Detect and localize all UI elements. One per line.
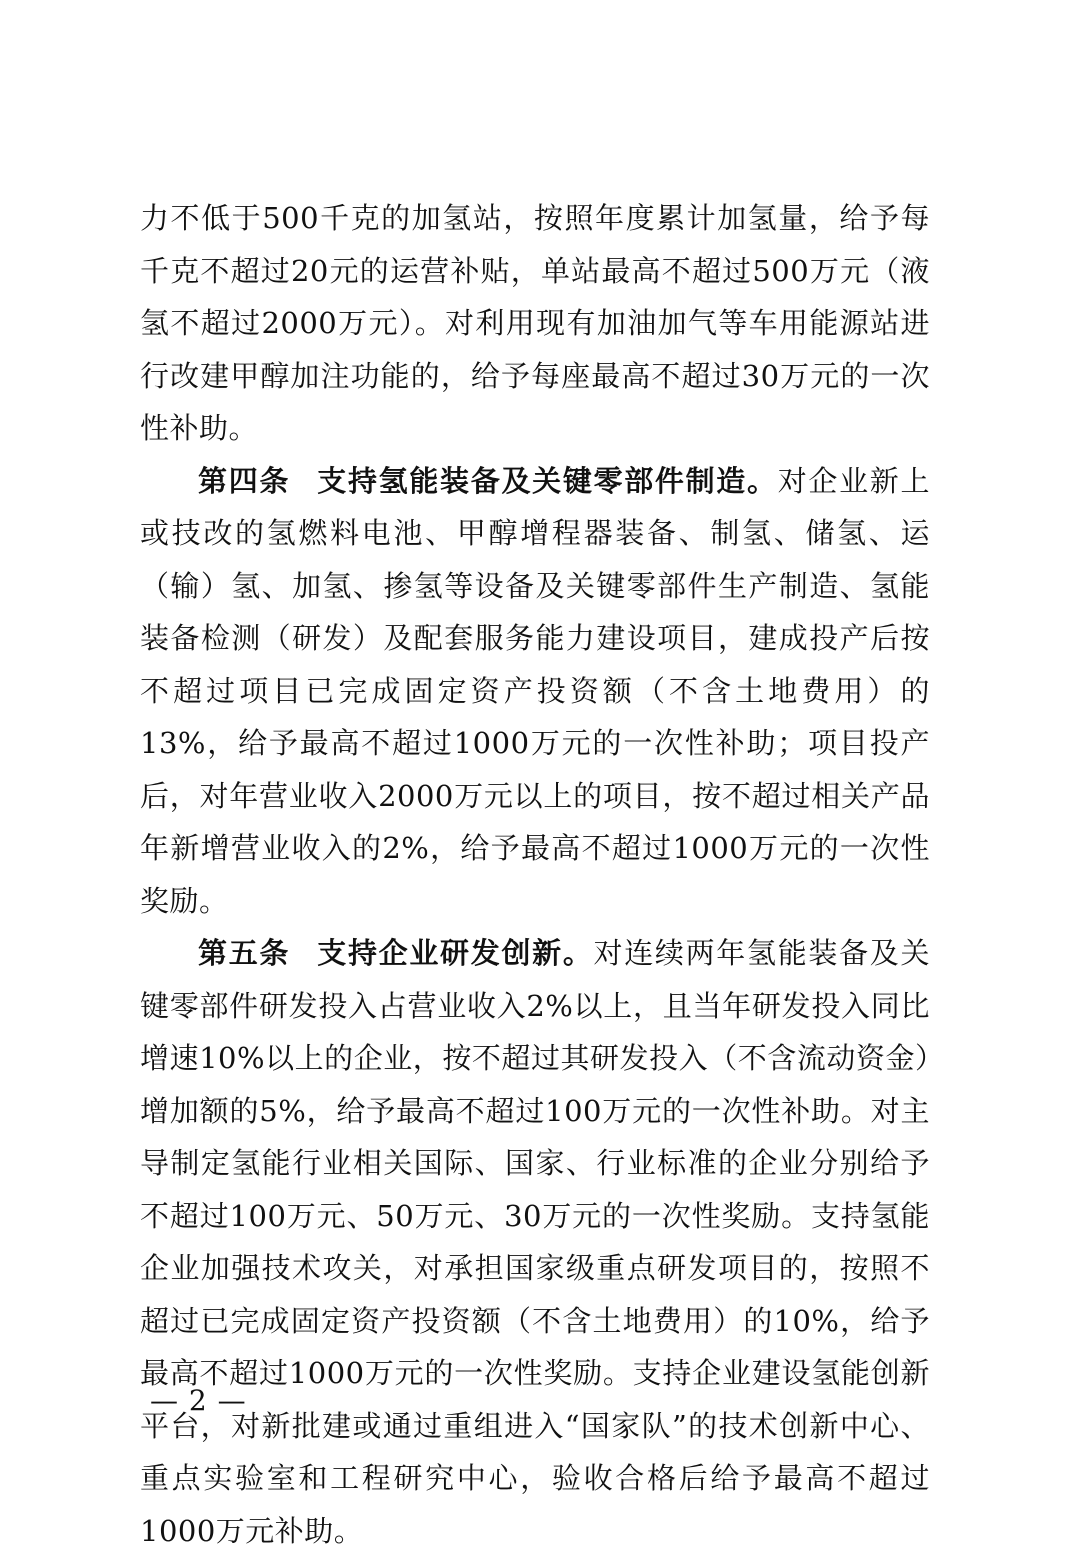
paragraph-article-5 [140, 927, 930, 1557]
paragraph-text: 力不低于500千克的加氢站，按照年度累计加氢量，给予每千克不超过20元的运营补贴，单站最高不超过500万元（液氢不超过2000万元）。对利用现有加油加气等车用能源站进行改建甲醇加注功能的，给予每座最高不超过30万元的一次性补助。 [140, 201, 930, 445]
article-title: 支持氢能装备及关键零部件制造。 [316, 463, 778, 498]
paragraph-text: 对企业新上或技改的氢燃料电池、甲醇增程器装备、制氢、储氢、运（输）氢、加氢、掺氢等设备及关键零部件生产制造、氢能装备检测（研发）及配套服务能力建设项目，建成投产后按不超过项目已完成固定资产投资额（不含土地费用）的13%，给予最高不超过1000万元的一次性补助；项目投产后，对年营业收入2000万元以上的项目，按不超过相关产品年新增营业收入的2%，给予最高不超过1000万元的一次性奖励。 [140, 463, 930, 918]
paragraph-text: 对连续两年氢能装备及关键零部件研发投入占营业收入2%以上，且当年研发投入同比增速10%以上的企业，按不超过其研发投入（不含流动资金）增加额的5%，给予最高不超过100万元的一次性补助。对主导制定氢能行业相关国际、国家、行业标准的企业分别给予不超过100万元、50万元、30万元的一次性奖励。支持氢能企业加强技术攻关，对承担国家级重点研发项目的，按照不超过已完成固定资产投资额（不含土地费用）的10%，给予最高不超过1000万元的一次性奖励。支持企业建设氢能创新平台，对新批建或通过重组进入“国家队”的技术创新中心、重点实验室和工程研究中心，验收合格后给予最高不超过1000万元补助。 [140, 936, 930, 1548]
article-title: 支持企业研发创新。 [316, 936, 594, 970]
paragraph-continuation [140, 192, 930, 455]
page-number: — 2 — [150, 1384, 247, 1417]
document-body [140, 192, 930, 1557]
article-number: 第四条 [198, 463, 291, 498]
article-number: 第五条 [198, 936, 291, 970]
paragraph-article-4 [140, 455, 930, 928]
